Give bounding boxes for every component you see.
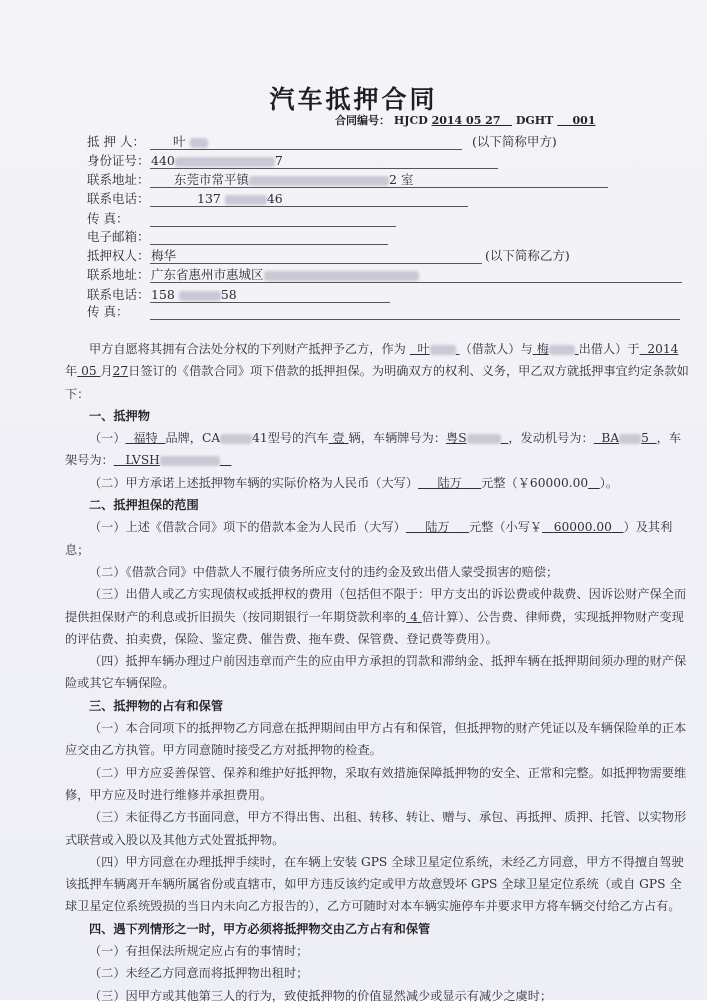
scope-clause-3: （三）出借人或乙方实现债权或抵押权的费用（包括但不限于：甲方支出的诉讼费或仲裁费、因诉讼财产保全而提供担保财产的利息或折旧损失（按同期银行一年期贷款利率的 4 倍计算）、公告费、律师费，实现抵押物财产变现的评估费、拍卖费，保险、鉴定费、催告费、拖车费、保管费、登记费等费用）。 <box>65 587 687 646</box>
custody-clause-3: （三）未征得乙方书面同意，甲方不得出售、出租、转移、转让、赠与、承包、再抵押、质押、托管、以实物形式联营或入股以及其他方式处置抵押物。 <box>65 810 687 847</box>
document-title: 汽车抵押合同 <box>269 85 438 114</box>
phone2-row: 联系电话： 158 58 <box>87 287 237 302</box>
fax2-row: 传 真： <box>87 304 129 319</box>
transfer-clause-1: （一）有担保法所规定应占有的事情时； <box>89 944 309 959</box>
scope-clause-1: （一）上述《借款合同》项下的借款本金为人民币（大写） 陆万 元整（小写￥ 60000.00 ）及其利息； <box>65 520 673 557</box>
custody-clause-4: （四）甲方同意在办理抵押手续时，在车辆上安装 GPS 全球卫星定位系统，未经乙方同意，甲方不得擅自驾驶该抵押车辆离开车辆所属省份或直辖市，如甲方违反该约定或甲方故意毁坏 GPS 全球卫星定位系统（或自 GPS 全球卫星定位系统毁损的当日内未向乙方报告的），乙方可随时对本车辆实施停车并要求甲方将车辆交付给乙方占有。 <box>65 854 684 914</box>
collateral-clause-1: （一） 福特 品牌，CA 41型号的汽车 壹 辆，车辆牌号为：粤S ，发动机号为： BA 5 ，车架号为： LVSH <box>65 431 682 468</box>
custody-clause-2: （二）甲方应妥善保管、保养和维护好抵押物，采取有效措施保障抵押物的安全、正常和完整。如抵押物需要维修，甲方应及时进行维修并承担费用。 <box>65 765 687 802</box>
collateral-clause-2: （二）甲方承诺上述抵押物车辆的实际价格为人民币（大写） 陆万 元整（￥60000.00 ）。 <box>89 475 618 490</box>
email-row: 电子邮箱： <box>87 229 150 244</box>
address2-row: 联系地址： 广东省惠州市惠城区 <box>87 267 153 283</box>
party-b-note: (以下简称乙方) <box>485 248 570 263</box>
mortgagee-name: 梅华 <box>151 248 177 263</box>
underline <box>150 226 396 227</box>
section-heading-3: 三、抵押物的占有和保管 <box>89 698 224 713</box>
lender-name: 梅 <box>533 342 579 356</box>
borrower-name: 叶 <box>410 342 460 356</box>
mortgagee-row: 抵押权人： 梅华 (以下简称乙方) <box>87 248 570 263</box>
phone-value: 137 46 <box>197 191 283 206</box>
scope-clause-2: （二）《借款合同》中借款人不履行债务所应支付的违约金及致出借人蒙受损害的赔偿； <box>89 564 559 579</box>
underline <box>150 319 680 320</box>
section-heading-4: 四、遇下列情形之一时，甲方必须将抵押物交由乙方占有和保管 <box>89 921 431 936</box>
underline <box>150 149 462 150</box>
underline <box>150 206 468 207</box>
phone2-value: 158 58 <box>151 287 237 302</box>
contract-number: 合同编号： HJCD 2014 05 27 DGHT 001 <box>335 114 596 127</box>
id-number: 440 7 <box>151 153 283 168</box>
underline <box>150 168 498 169</box>
underline <box>150 302 390 303</box>
mortgagor-name: 叶 <box>173 134 208 150</box>
mortgagor-row: 抵 押 人： 叶 (以下简称甲方) <box>87 134 557 149</box>
underline <box>150 282 682 283</box>
transfer-clause-2: （二）未经乙方同意而将抵押物出租时； <box>89 966 309 981</box>
section-heading-2: 二、抵押担保的范围 <box>89 498 199 513</box>
phone-row: 联系电话： 137 46 <box>87 191 283 206</box>
fax-row: 传 真： <box>87 211 129 226</box>
transfer-clause-3: （三）因甲方或其他第三人的行为，致使抵押物的价值显然减少或显示有减少之虞时； <box>89 988 553 1003</box>
underline <box>150 263 482 264</box>
custody-clause-1: （一）本合同项下的抵押物乙方同意在抵押期间由甲方占有和保管，但抵押物的财产凭证以及车辆保险单的正本应交由乙方执管。甲方同意随时接受乙方对抵押物的检查。 <box>65 721 687 758</box>
id-row: 身份证号： 440 7 <box>87 153 283 168</box>
underline <box>150 187 608 188</box>
address-row: 联系地址： 东莞市常平镇 2 室 <box>87 172 414 187</box>
section-heading-1: 一、抵押物 <box>89 408 150 423</box>
underline <box>150 244 388 245</box>
scope-clause-4: （四）抵押车辆办理过户前因违章而产生的应由甲方承担的罚款和滞纳金、抵押车辆在抵押期间须办理的财产保险或其它车辆保险。 <box>65 654 687 691</box>
contract-body <box>65 338 690 1007</box>
address-value: 东莞市常平镇 2 室 <box>174 172 414 187</box>
party-a-note: (以下简称甲方) <box>472 134 557 149</box>
intro-paragraph: 甲方自愿将其拥有合法处分权的下列财产抵押予乙方，作为 叶 （借款人）与 梅 出借人）于 2014年 05 月27日签订的《借款合同》项下借款的抵押担保。为明确双方的权利、义务，甲乙双方就抵押事宜约定条款如下： <box>65 342 689 401</box>
address2-value: 广东省惠州市惠城区 <box>151 267 419 283</box>
